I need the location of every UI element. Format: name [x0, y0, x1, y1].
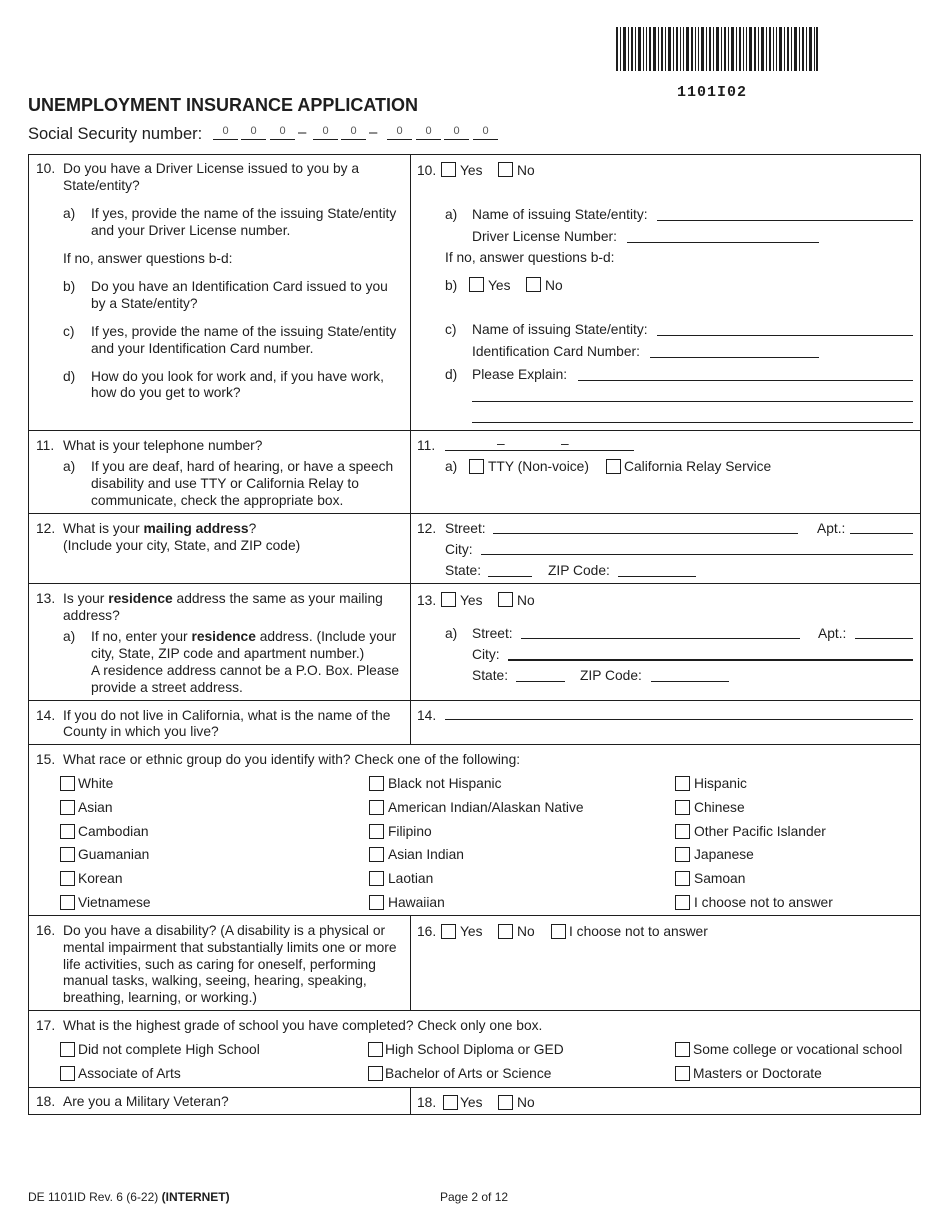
race-option-label: American Indian/Alaskan Native: [388, 800, 584, 815]
yes-checkbox[interactable]: [441, 924, 456, 939]
no-label: No: [517, 593, 535, 608]
question-number: 13.: [36, 591, 56, 606]
question-text: provide a street address.: [91, 680, 243, 695]
yes-label: Yes: [460, 924, 483, 939]
sub-letter: d): [445, 367, 458, 382]
race-option-label: Laotian: [388, 871, 434, 886]
race-checkbox[interactable]: [60, 847, 75, 862]
question-text: address?: [63, 608, 120, 623]
id-card-number-field[interactable]: [650, 357, 819, 358]
decline-checkbox[interactable]: [551, 924, 566, 939]
mailing-street-field[interactable]: [493, 533, 798, 534]
race-option-label: Hawaiian: [388, 895, 445, 910]
question-number: 10.: [36, 161, 56, 176]
question-number: 17.: [36, 1018, 56, 1033]
issuing-state-field[interactable]: [657, 220, 913, 221]
education-checkbox[interactable]: [675, 1042, 690, 1057]
question-text: What is the highest grade of school you have completed? Check only one box.: [63, 1018, 543, 1033]
field-label: Driver License Number:: [472, 229, 617, 244]
question-text: and your Driver License number.: [91, 223, 291, 238]
row-divider: [28, 700, 921, 701]
yes-label: Yes: [460, 593, 483, 608]
question-text: life activities, such as caring for oneself, performing: [63, 957, 376, 972]
race-option-label: White: [78, 776, 114, 791]
question-number: 18.: [36, 1094, 56, 1109]
no-label: No: [517, 163, 535, 178]
ssn-digit-field[interactable]: 0: [341, 124, 366, 140]
race-option-label: Asian: [78, 800, 113, 815]
ssn-digit-field[interactable]: 0: [313, 124, 338, 140]
residence-state-field[interactable]: [516, 681, 565, 682]
phone-dash: –: [497, 436, 505, 451]
answer-number: 11.: [417, 438, 436, 453]
question-text: What is your mailing address?: [63, 521, 257, 536]
instruction-text: If no, answer questions b-d:: [445, 250, 615, 265]
ssn-label: Social Security number:: [28, 125, 203, 143]
tty-label: TTY (Non-voice): [488, 459, 589, 474]
driver-license-number-field[interactable]: [627, 242, 819, 243]
question-text: communicate, check the appropriate box.: [91, 493, 344, 508]
field-label: City:: [445, 542, 473, 557]
sub-letter: b): [445, 278, 458, 293]
answer-number: 12.: [417, 521, 437, 536]
race-checkbox[interactable]: [60, 871, 75, 886]
column-divider: [410, 915, 411, 1010]
question-number: 14.: [36, 708, 56, 723]
question-text: If yes, provide the name of the issuing State/entity: [91, 206, 397, 221]
race-option-label: Asian Indian: [388, 847, 464, 862]
row-divider: [28, 1087, 921, 1088]
residence-street-field[interactable]: [521, 638, 800, 639]
yes-label: Yes: [460, 1095, 483, 1110]
sub-letter: a): [63, 459, 76, 474]
answer-number: 16.: [417, 924, 437, 939]
instruction-text: If no, answer questions b-d:: [63, 251, 233, 266]
id-issuing-state-field[interactable]: [657, 335, 913, 336]
field-label: ZIP Code:: [580, 668, 642, 683]
sub-letter: a): [445, 626, 458, 641]
race-checkbox[interactable]: [675, 871, 690, 886]
page-number: Page 2 of 12: [440, 1190, 509, 1204]
sub-letter: c): [445, 322, 457, 337]
race-checkbox[interactable]: [675, 824, 690, 839]
question-text: What race or ethnic group do you identify with? Check one of the following:: [63, 752, 521, 767]
education-option-label: Some college or vocational school: [693, 1042, 903, 1057]
page-title: UNEMPLOYMENT INSURANCE APPLICATION: [28, 95, 419, 115]
field-label: State:: [472, 668, 509, 683]
column-divider: [410, 154, 411, 744]
mailing-zip-field[interactable]: [618, 576, 696, 577]
yes-label: Yes: [488, 278, 511, 293]
race-option-label: Samoan: [694, 871, 746, 886]
question-text: Do you have a Driver License issued to you by a: [63, 161, 360, 176]
question-text: Do you have an Identification Card issued to you: [91, 279, 388, 294]
question-text: If you are deaf, hard of hearing, or have a speech: [91, 459, 394, 474]
question-number: 15.: [36, 752, 56, 767]
yes-checkbox[interactable]: [441, 592, 456, 607]
row-divider: [28, 513, 921, 514]
question-text: State/entity?: [63, 178, 140, 193]
explain-field[interactable]: [578, 380, 913, 381]
row-divider: [28, 583, 921, 584]
residence-city-field[interactable]: [508, 659, 913, 661]
row-divider: [28, 915, 921, 916]
race-option-label: Hispanic: [694, 776, 747, 791]
explain-field-line[interactable]: [472, 422, 913, 423]
field-label: Apt.:: [817, 521, 846, 536]
ssn-digit-field[interactable]: 0: [270, 124, 295, 140]
race-checkbox[interactable]: [60, 824, 75, 839]
race-checkbox[interactable]: [369, 871, 384, 886]
education-option-label: High School Diploma or GED: [385, 1042, 564, 1057]
question-text: How do you look for work and, if you have work,: [91, 369, 384, 384]
question-text: how do you get to work?: [91, 385, 241, 400]
county-field[interactable]: [445, 719, 913, 720]
question-number: 11.: [36, 438, 55, 453]
education-option-label: Did not complete High School: [78, 1042, 260, 1057]
ssn-digit-field[interactable]: 0: [444, 124, 469, 140]
field-label: Street:: [472, 626, 513, 641]
no-label: No: [545, 278, 563, 293]
field-label: Name of issuing State/entity:: [472, 322, 648, 337]
sub-letter: a): [63, 206, 76, 221]
education-checkbox[interactable]: [675, 1066, 690, 1081]
field-label: State:: [445, 563, 482, 578]
no-checkbox[interactable]: [498, 592, 513, 607]
answer-number: 18.: [417, 1095, 437, 1110]
race-option-label: Cambodian: [78, 824, 149, 839]
question-text: by a State/entity?: [91, 296, 198, 311]
barcode: [616, 27, 818, 71]
education-checkbox[interactable]: [60, 1066, 75, 1081]
ssn-digit-field[interactable]: 0: [213, 124, 238, 140]
field-label: Please Explain:: [472, 367, 568, 382]
sub-letter: d): [63, 369, 76, 384]
barcode-number: 1101I02: [677, 84, 748, 101]
field-label: City:: [472, 647, 500, 662]
row-divider: [28, 1010, 921, 1011]
no-label: No: [517, 924, 535, 939]
mailing-city-field[interactable]: [481, 554, 913, 555]
race-checkbox[interactable]: [675, 895, 690, 910]
question-text: mental impairment that substantially limits one or more: [63, 940, 397, 955]
question-text: If yes, provide the name of the issuing State/entity: [91, 324, 397, 339]
yes-checkbox[interactable]: [441, 162, 456, 177]
education-option-label: Associate of Arts: [78, 1066, 181, 1081]
question-number: 16.: [36, 923, 56, 938]
question-text: If no, enter your residence address. (Include your: [91, 629, 397, 644]
row-divider: [28, 430, 921, 431]
no-checkbox[interactable]: [526, 277, 541, 292]
race-option-label: Japanese: [694, 847, 754, 862]
question-text: manual tasks, walking, seeing, hearing, speaking,: [63, 973, 367, 988]
question-text: breathing, learning, or working.): [63, 990, 258, 1005]
question-text: A residence address cannot be a P.O. Box. Please: [91, 663, 400, 678]
question-text: disability and use TTY or California Relay to: [91, 476, 359, 491]
race-checkbox[interactable]: [60, 776, 75, 791]
decline-label: I choose not to answer: [569, 924, 708, 939]
ssn-digit-field[interactable]: 0: [416, 124, 441, 140]
field-label: Name of issuing State/entity:: [472, 207, 648, 222]
education-option-label: Masters or Doctorate: [693, 1066, 822, 1081]
no-checkbox[interactable]: [498, 162, 513, 177]
ssn-digit-field[interactable]: 0: [241, 124, 266, 140]
mailing-apt-field[interactable]: [850, 533, 913, 534]
ssn-dash: –: [369, 124, 378, 141]
race-option-label: Korean: [78, 871, 123, 886]
race-checkbox[interactable]: [60, 895, 75, 910]
no-label: No: [517, 1095, 535, 1110]
race-checkbox[interactable]: [675, 800, 690, 815]
sub-letter: a): [445, 459, 458, 474]
question-text: city, State, ZIP code and apartment number.): [91, 646, 365, 661]
residence-zip-field[interactable]: [651, 681, 729, 682]
education-checkbox[interactable]: [368, 1042, 383, 1057]
column-divider: [410, 1087, 411, 1115]
race-option-label: Vietnamese: [78, 895, 151, 910]
form-id: DE 1101ID Rev. 6 (6-22) (INTERNET): [28, 1190, 230, 1204]
field-label: Street:: [445, 521, 486, 536]
field-label: Apt.:: [818, 626, 847, 641]
yes-checkbox[interactable]: [469, 277, 484, 292]
race-checkbox[interactable]: [369, 800, 384, 815]
race-checkbox[interactable]: [675, 776, 690, 791]
question-text: If you do not live in California, what is the name of the: [63, 708, 391, 723]
no-checkbox[interactable]: [498, 924, 513, 939]
sub-letter: c): [63, 324, 75, 339]
race-option-label: Filipino: [388, 824, 432, 839]
yes-checkbox[interactable]: [443, 1095, 458, 1110]
ssn-digit-field[interactable]: 0: [387, 124, 412, 140]
sub-letter: a): [445, 207, 458, 222]
answer-number: 14.: [417, 708, 437, 723]
race-checkbox[interactable]: [369, 847, 384, 862]
question-text: (Include your city, State, and ZIP code): [63, 538, 301, 553]
race-checkbox[interactable]: [675, 847, 690, 862]
sub-letter: a): [63, 629, 76, 644]
field-label: ZIP Code:: [548, 563, 610, 578]
ssn-dash: –: [298, 124, 307, 141]
sub-letter: b): [63, 279, 76, 294]
residence-apt-field[interactable]: [855, 638, 913, 639]
field-label: Identification Card Number:: [472, 344, 640, 359]
race-option-label: Black not Hispanic: [388, 776, 502, 791]
mailing-state-field[interactable]: [488, 576, 532, 577]
relay-checkbox[interactable]: [606, 459, 621, 474]
answer-number: 13.: [417, 593, 437, 608]
relay-label: California Relay Service: [624, 459, 772, 474]
question-text: and your Identification Card number.: [91, 341, 314, 356]
race-option-label: Other Pacific Islander: [694, 824, 826, 839]
education-checkbox[interactable]: [368, 1066, 383, 1081]
question-text: What is your telephone number?: [63, 438, 263, 453]
race-option-label: Guamanian: [78, 847, 150, 862]
answer-number: 10.: [417, 163, 437, 178]
yes-label: Yes: [460, 163, 483, 178]
race-option-label: I choose not to answer: [694, 895, 833, 910]
race-checkbox[interactable]: [369, 895, 384, 910]
race-checkbox[interactable]: [369, 776, 384, 791]
question-text: Is your residence address the same as your mailing: [63, 591, 383, 606]
explain-field-line[interactable]: [472, 401, 913, 402]
education-checkbox[interactable]: [60, 1042, 75, 1057]
phone-dash: –: [561, 436, 569, 451]
question-text: Do you have a disability? (A disability is a physical or: [63, 923, 386, 938]
tty-checkbox[interactable]: [469, 459, 484, 474]
question-text: County in which you live?: [63, 724, 219, 739]
telephone-field[interactable]: [445, 450, 634, 451]
race-checkbox[interactable]: [60, 800, 75, 815]
question-text: Are you a Military Veteran?: [63, 1094, 229, 1109]
no-checkbox[interactable]: [498, 1095, 513, 1110]
race-checkbox[interactable]: [369, 824, 384, 839]
education-option-label: Bachelor of Arts or Science: [385, 1066, 552, 1081]
race-option-label: Chinese: [694, 800, 745, 815]
ssn-digit-field[interactable]: 0: [473, 124, 498, 140]
question-number: 12.: [36, 521, 56, 536]
row-divider: [28, 744, 921, 745]
